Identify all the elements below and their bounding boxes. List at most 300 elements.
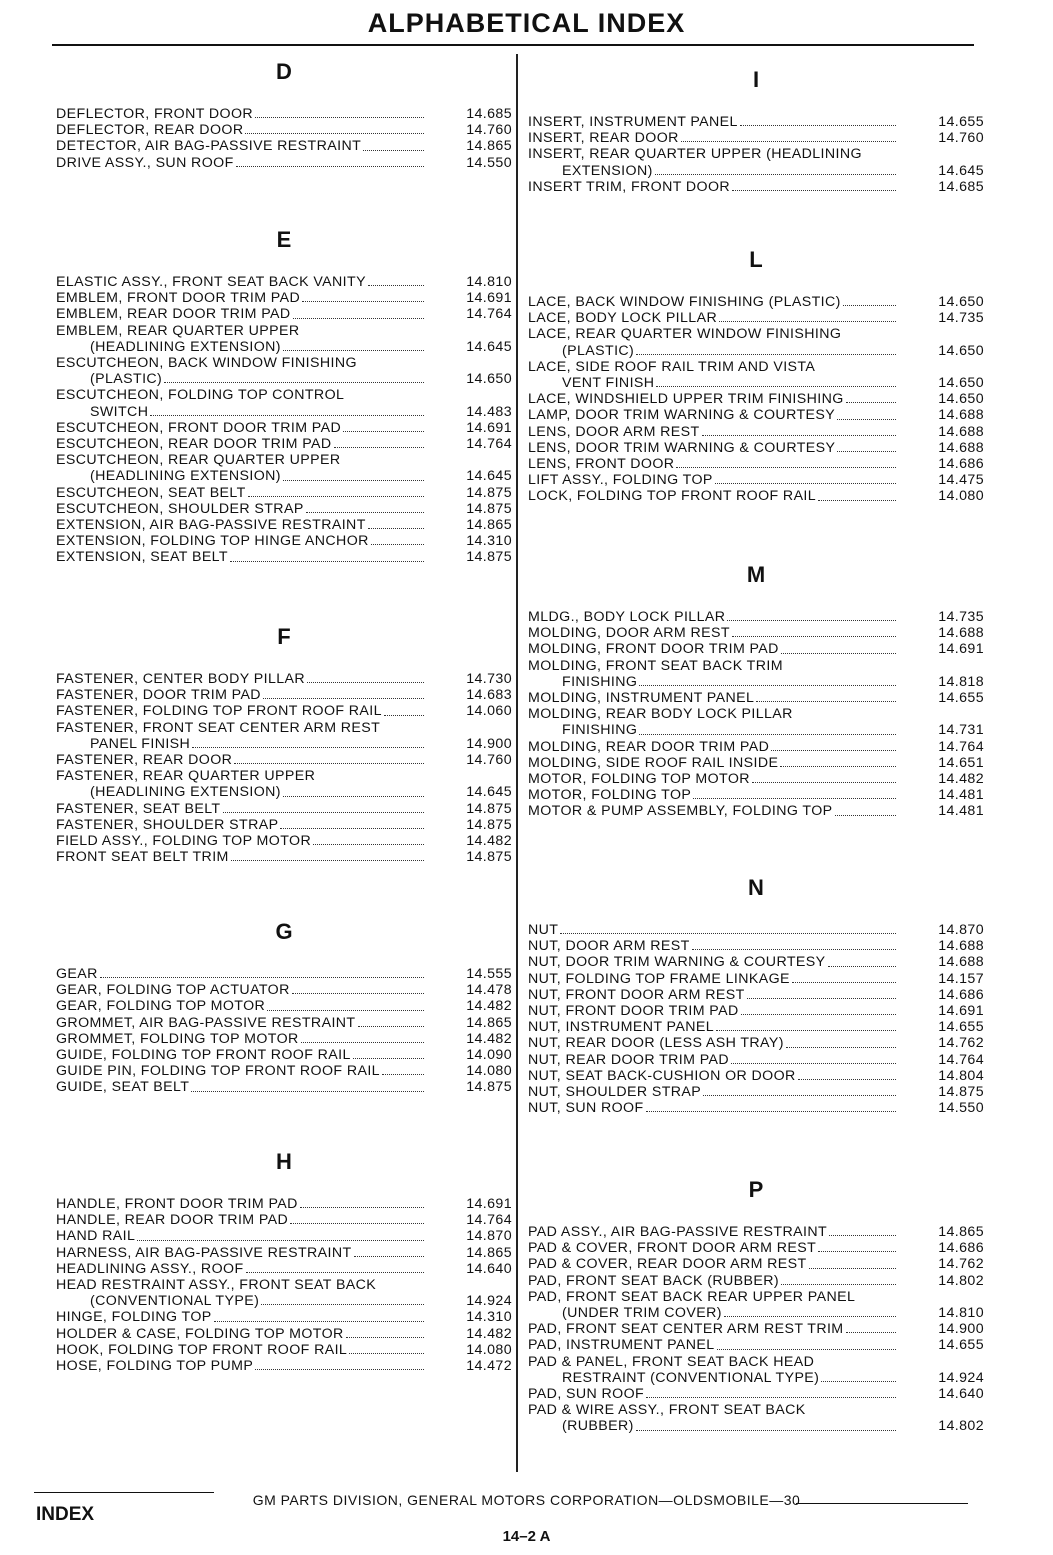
- footer-publisher: GM PARTS DIVISION, GENERAL MOTORS CORPORATION—OLDSMOBILE—30: [252, 1492, 801, 1508]
- leader-dots: [835, 815, 896, 816]
- leader-dots: [302, 301, 424, 302]
- entry-name: EMBLEM, REAR DOOR TRIM PAD: [56, 306, 291, 323]
- entry-continuation: (PLASTIC): [562, 342, 635, 359]
- leader-dots: [818, 500, 896, 501]
- entry-page-ref: 14.645: [466, 784, 512, 801]
- leader-dots: [267, 1010, 424, 1011]
- entry-continuation: FINISHING: [562, 722, 638, 739]
- leader-dots: [236, 166, 424, 167]
- entry-name: GUIDE PIN, FOLDING TOP FRONT ROOF RAIL: [56, 1063, 380, 1080]
- leader-dots: [384, 715, 424, 716]
- leader-dots: [756, 701, 896, 702]
- entry-name: MOLDING, DOOR ARM REST: [528, 625, 730, 642]
- index-entry: [528, 1354, 984, 1386]
- entry-page-ref: 14.060: [466, 703, 512, 720]
- entry-name: ESCUTCHEON, REAR DOOR TRIM PAD: [56, 436, 332, 453]
- leader-dots: [676, 467, 896, 468]
- index-entry: [528, 971, 984, 987]
- entry-page-ref: 14.875: [466, 800, 512, 817]
- entry-name: LACE, REAR QUARTER WINDOW FINISHING: [528, 326, 842, 343]
- leader-dots: [231, 860, 424, 861]
- entry-page-ref: 14.924: [938, 1369, 984, 1386]
- leader-dots: [560, 933, 896, 934]
- index-entry: [56, 1063, 512, 1079]
- index-entry: [56, 801, 512, 817]
- entry-page-ref: 14.762: [938, 1256, 984, 1273]
- leader-dots: [786, 1047, 896, 1048]
- section-letter: G: [275, 919, 293, 944]
- entry-name: FASTENER, REAR QUARTER UPPER: [56, 768, 316, 785]
- index-entry: [56, 138, 512, 154]
- index-entry: [528, 609, 984, 625]
- leader-dots: [245, 133, 424, 134]
- leader-dots: [809, 1268, 896, 1269]
- leader-dots: [781, 653, 896, 654]
- index-entry: [528, 755, 984, 771]
- entry-page-ref: 14.924: [466, 1293, 512, 1310]
- entry-page-ref: 14.645: [466, 468, 512, 485]
- index-entry: [56, 1015, 512, 1031]
- index-entry: [56, 517, 512, 533]
- entry-page-ref: 14.688: [938, 954, 984, 971]
- index-section: [56, 916, 512, 1096]
- entry-continuation: (PLASTIC): [90, 371, 163, 388]
- leader-dots: [639, 734, 896, 735]
- entry-page-ref: 14.686: [938, 1240, 984, 1257]
- page-number: 14–2 A: [502, 1528, 551, 1545]
- entry-name: PAD & COVER, REAR DOOR ARM REST: [528, 1256, 807, 1273]
- entry-name: FASTENER, SHOULDER STRAP: [56, 816, 279, 833]
- leader-dots: [693, 798, 896, 799]
- leader-dots: [300, 1207, 424, 1208]
- index-entry: [56, 1358, 512, 1374]
- entry-name: FIELD ASSY., FOLDING TOP MOTOR: [56, 833, 312, 850]
- entry-page-ref: 14.481: [938, 803, 984, 820]
- index-entry: [528, 310, 984, 326]
- index-entry: [528, 130, 984, 146]
- index-section: [528, 559, 984, 820]
- leader-dots: [655, 174, 896, 175]
- entry-name: LENS, DOOR ARM REST: [528, 423, 700, 440]
- entry-name: ESCUTCHEON, SEAT BELT: [56, 484, 246, 501]
- index-entry: [528, 1224, 984, 1240]
- entry-page-ref: 14.760: [938, 130, 984, 147]
- entry-name: NUT, FRONT DOOR ARM REST: [528, 986, 745, 1003]
- entry-page-ref: 14.691: [466, 290, 512, 307]
- entry-page-ref: 14.482: [466, 833, 512, 850]
- index-entry: [56, 1212, 512, 1228]
- entry-page-ref: 14.865: [466, 517, 512, 534]
- leader-dots: [306, 512, 424, 513]
- index-entry: [528, 1068, 984, 1084]
- leader-dots: [818, 1251, 896, 1252]
- index-entry: [56, 306, 512, 322]
- leader-dots: [371, 544, 424, 545]
- leader-dots: [702, 435, 896, 436]
- entry-name: HOOK, FOLDING TOP FRONT ROOF RAIL: [56, 1341, 348, 1358]
- entry-name: NUT, INSTRUMENT PANEL: [528, 1019, 715, 1036]
- footer-rule-right: [796, 1503, 968, 1504]
- entry-name: FASTENER, REAR DOOR: [56, 752, 233, 769]
- leader-dots: [313, 844, 424, 845]
- entry-name: LENS, FRONT DOOR: [528, 456, 675, 473]
- index-entry: [56, 849, 512, 865]
- entry-name: NUT, SUN ROOF: [528, 1100, 644, 1117]
- entry-name: NUT, DOOR TRIM WARNING & COURTESY: [528, 954, 826, 971]
- entry-page-ref: 14.555: [466, 966, 512, 982]
- leader-dots: [837, 451, 896, 452]
- leader-dots: [771, 750, 896, 751]
- entry-name: MOLDING, INSTRUMENT PANEL: [528, 690, 755, 707]
- entry-page-ref: 14.760: [466, 122, 512, 139]
- leader-dots: [717, 1349, 896, 1350]
- leader-dots: [837, 419, 896, 420]
- entry-continuation: (HEADLINING EXTENSION): [90, 784, 281, 801]
- entry-page-ref: 14.650: [938, 391, 984, 408]
- entry-page-ref: 14.865: [938, 1224, 984, 1240]
- index-entry: [528, 1052, 984, 1068]
- entry-page-ref: 14.550: [466, 154, 512, 171]
- index-entry: [56, 549, 512, 565]
- entry-continuation: FINISHING: [562, 673, 638, 690]
- index-entry: [56, 982, 512, 998]
- entry-page-ref: 14.651: [938, 754, 984, 771]
- entry-name: LENS, DOOR TRIM WARNING & COURTESY: [528, 439, 836, 456]
- index-entry: [528, 1402, 984, 1434]
- entry-page-ref: 14.875: [466, 500, 512, 517]
- leader-dots: [214, 1321, 424, 1322]
- entry-page-ref: 14.650: [938, 294, 984, 310]
- entry-page-ref: 14.875: [466, 1079, 512, 1096]
- index-entry: [56, 1047, 512, 1063]
- index-entry: [528, 326, 984, 358]
- section-letter: I: [752, 67, 760, 92]
- entry-page-ref: 14.870: [466, 1228, 512, 1245]
- entry-page-ref: 14.655: [938, 114, 984, 130]
- entry-name: ESCUTCHEON, REAR QUARTER UPPER: [56, 452, 341, 469]
- entry-page-ref: 14.730: [466, 671, 512, 687]
- leader-dots: [731, 1063, 896, 1064]
- entry-page-ref: 14.764: [466, 306, 512, 323]
- section-label: INDEX: [36, 1504, 95, 1525]
- index-entry: [56, 436, 512, 452]
- leader-dots: [636, 354, 896, 355]
- index-entry: [56, 703, 512, 719]
- leader-dots: [646, 1111, 896, 1112]
- entry-continuation: (UNDER TRIM COVER): [562, 1305, 722, 1322]
- leader-dots: [349, 1353, 424, 1354]
- entry-name: MOTOR, FOLDING TOP: [528, 787, 692, 804]
- leader-dots: [234, 763, 424, 764]
- section-letter: N: [748, 875, 764, 900]
- leader-dots: [732, 190, 896, 191]
- index-entry: [56, 155, 512, 171]
- entry-page-ref: 14.691: [938, 641, 984, 658]
- entry-page-ref: 14.686: [938, 456, 984, 473]
- leader-dots: [846, 402, 896, 403]
- entry-name: EXTENSION, SEAT BELT: [56, 549, 228, 566]
- leader-dots: [843, 305, 896, 306]
- index-entry: [528, 1035, 984, 1051]
- entry-name: FASTENER, SEAT BELT: [56, 800, 221, 817]
- index-entry: [56, 387, 512, 419]
- leader-dots: [741, 1014, 896, 1015]
- entry-name: HINGE, FOLDING TOP: [56, 1309, 212, 1326]
- index-section: [56, 1146, 512, 1374]
- leader-dots: [358, 1026, 425, 1027]
- entry-name: PAD, FRONT SEAT CENTER ARM REST TRIM: [528, 1321, 844, 1338]
- entry-name: DRIVE ASSY., SUN ROOF: [56, 154, 234, 171]
- leader-dots: [703, 1095, 896, 1096]
- leader-dots: [747, 998, 896, 999]
- index-entry: [56, 671, 512, 687]
- leader-dots: [681, 141, 896, 142]
- entry-page-ref: 14.688: [938, 439, 984, 456]
- section-letter: E: [276, 227, 292, 252]
- leader-dots: [828, 966, 897, 967]
- entry-page-ref: 14.691: [938, 1003, 984, 1020]
- entry-page-ref: 14.640: [938, 1386, 984, 1403]
- leader-dots: [192, 747, 424, 748]
- entry-name: LACE, SIDE ROOF RAIL TRIM AND VISTA: [528, 358, 816, 375]
- entry-name: ESCUTCHEON, SHOULDER STRAP: [56, 500, 304, 517]
- entry-name: HOLDER & CASE, FOLDING TOP MOTOR: [56, 1325, 344, 1342]
- entry-name: INSERT, REAR DOOR: [528, 130, 679, 147]
- entry-name: LOCK, FOLDING TOP FRONT ROOF RAIL: [528, 488, 817, 505]
- index-section: [528, 244, 984, 505]
- entry-page-ref: 14.157: [938, 970, 984, 987]
- entry-page-ref: 14.875: [466, 549, 512, 566]
- entry-page-ref: 14.650: [938, 342, 984, 359]
- entry-page-ref: 14.810: [938, 1305, 984, 1322]
- leader-dots: [821, 1381, 896, 1382]
- leader-dots: [363, 150, 424, 151]
- leader-dots: [646, 1397, 896, 1398]
- leader-dots: [829, 1235, 896, 1236]
- entry-page-ref: 14.685: [938, 178, 984, 195]
- index-entry: [56, 768, 512, 800]
- leader-dots: [368, 528, 424, 529]
- index-entry: [56, 1277, 512, 1309]
- leader-dots: [353, 1058, 424, 1059]
- index-entry: [528, 359, 984, 391]
- section-letter: L: [749, 247, 763, 272]
- index-entry: [56, 533, 512, 549]
- index-entry: [528, 1321, 984, 1337]
- entry-name: EMBLEM, REAR QUARTER UPPER: [56, 322, 300, 339]
- title-rule: [52, 44, 974, 46]
- index-entry: [56, 1079, 512, 1095]
- entry-name: MOLDING, FRONT DOOR TRIM PAD: [528, 641, 779, 658]
- entry-name: HEAD RESTRAINT ASSY., FRONT SEAT BACK: [56, 1277, 377, 1294]
- leader-dots: [692, 949, 896, 950]
- entry-name: MOLDING, FRONT SEAT BACK TRIM: [528, 657, 783, 674]
- entry-continuation: (HEADLINING EXTENSION): [90, 338, 281, 355]
- entry-page-ref: 14.875: [938, 1084, 984, 1101]
- entry-page-ref: 14.655: [938, 1337, 984, 1354]
- entry-page-ref: 14.900: [938, 1321, 984, 1338]
- entry-page-ref: 14.870: [938, 922, 984, 938]
- index-entry: [56, 485, 512, 501]
- entry-name: LACE, BACK WINDOW FINISHING (PLASTIC): [528, 294, 841, 310]
- leader-dots: [223, 812, 425, 813]
- leader-dots: [715, 483, 896, 484]
- entry-name: ESCUTCHEON, BACK WINDOW FINISHING: [56, 355, 357, 372]
- entry-name: EXTENSION, FOLDING TOP HINGE ANCHOR: [56, 533, 369, 550]
- entry-page-ref: 14.735: [938, 310, 984, 327]
- entry-page-ref: 14.760: [466, 752, 512, 769]
- page-title: ALPHABETICAL INDEX: [367, 8, 686, 38]
- entry-name: NUT, REAR DOOR TRIM PAD: [528, 1051, 730, 1068]
- leader-dots: [137, 1240, 424, 1241]
- entry-page-ref: 14.640: [466, 1260, 512, 1277]
- entry-page-ref: 14.764: [466, 436, 512, 453]
- entry-page-ref: 14.691: [466, 1196, 512, 1212]
- index-entry: [528, 658, 984, 690]
- entry-name: MOTOR & PUMP ASSEMBLY, FOLDING TOP: [528, 803, 833, 820]
- entry-name: DETECTOR, AIR BAG-PASSIVE RESTRAINT: [56, 138, 362, 155]
- leader-dots: [343, 431, 424, 432]
- entry-continuation: SWITCH: [90, 403, 149, 420]
- index-entry: [56, 1031, 512, 1047]
- index-entry: [528, 787, 984, 803]
- entry-name: NUT, REAR DOOR (LESS ASH TRAY): [528, 1035, 784, 1052]
- entry-name: NUT, DOOR ARM REST: [528, 938, 690, 955]
- section-letter: F: [277, 624, 291, 649]
- entry-page-ref: 14.764: [938, 1051, 984, 1068]
- index-entry: [56, 1261, 512, 1277]
- index-entry: [528, 771, 984, 787]
- index-entry: [528, 424, 984, 440]
- leader-dots: [346, 1337, 424, 1338]
- index-entry: [56, 752, 512, 768]
- entry-page-ref: 14.865: [466, 1244, 512, 1261]
- leader-dots: [301, 1042, 424, 1043]
- entry-name: FASTENER, FRONT SEAT CENTER ARM REST: [56, 719, 381, 736]
- entry-page-ref: 14.688: [938, 625, 984, 642]
- entry-page-ref: 14.688: [938, 423, 984, 440]
- index-entry: [528, 954, 984, 970]
- entry-page-ref: 14.482: [466, 1030, 512, 1047]
- entry-name: HARNESS, AIR BAG-PASSIVE RESTRAINT: [56, 1244, 352, 1261]
- leader-dots: [191, 1091, 424, 1092]
- leader-dots: [280, 828, 424, 829]
- section-letter: M: [746, 562, 766, 587]
- leader-dots: [248, 496, 424, 497]
- entry-name: MOLDING, REAR BODY LOCK PILLAR: [528, 706, 793, 723]
- index-entry: [56, 1245, 512, 1261]
- entry-name: LIFT ASSY., FOLDING TOP: [528, 472, 713, 489]
- leader-dots: [724, 1316, 896, 1317]
- entry-page-ref: 14.810: [466, 274, 512, 290]
- entry-name: MOLDING, SIDE ROOF RAIL INSIDE: [528, 754, 779, 771]
- leader-dots: [781, 1284, 896, 1285]
- entry-page-ref: 14.685: [466, 106, 512, 122]
- leader-dots: [283, 350, 424, 351]
- entry-name: LACE, WINDSHIELD UPPER TRIM FINISHING: [528, 391, 844, 408]
- entry-page-ref: 14.875: [466, 484, 512, 501]
- entry-page-ref: 14.482: [938, 771, 984, 788]
- section-letter: P: [748, 1177, 764, 1202]
- entry-page-ref: 14.735: [938, 609, 984, 625]
- index-section: [528, 1174, 984, 1435]
- entry-page-ref: 14.483: [466, 403, 512, 420]
- entry-name: PAD & PANEL, FRONT SEAT BACK HEAD: [528, 1353, 815, 1370]
- leader-dots: [293, 318, 424, 319]
- leader-dots: [716, 1030, 896, 1031]
- index-entry: [56, 290, 512, 306]
- leader-dots: [798, 1079, 896, 1080]
- entry-name: DEFLECTOR, FRONT DOOR: [56, 106, 254, 122]
- entry-name: PAD & WIRE ASSY., FRONT SEAT BACK: [528, 1402, 806, 1419]
- index-entry: [56, 1326, 512, 1342]
- entry-name: ELASTIC ASSY., FRONT SEAT BACK VANITY: [56, 274, 366, 290]
- leader-dots: [246, 1272, 424, 1273]
- index-entry: [56, 687, 512, 703]
- index-section: [528, 872, 984, 1116]
- entry-page-ref: 14.080: [938, 488, 984, 505]
- index-entry: [56, 966, 512, 982]
- leader-dots: [354, 1256, 424, 1257]
- leader-dots: [639, 685, 896, 686]
- index-entry: [528, 739, 984, 755]
- entry-continuation: (CONVENTIONAL TYPE): [90, 1293, 260, 1310]
- entry-page-ref: 14.472: [466, 1358, 512, 1375]
- entry-page-ref: 14.764: [466, 1212, 512, 1229]
- leader-dots: [230, 561, 424, 562]
- entry-page-ref: 14.655: [938, 1019, 984, 1036]
- entry-name: NUT, FOLDING TOP FRAME LINKAGE: [528, 970, 790, 987]
- index-entry: [56, 452, 512, 484]
- entry-name: GEAR, FOLDING TOP ACTUATOR: [56, 982, 290, 999]
- index-entry: [56, 323, 512, 355]
- leader-dots: [283, 796, 424, 797]
- entry-name: INSERT, INSTRUMENT PANEL: [528, 114, 738, 130]
- index-entry: [528, 294, 984, 310]
- index-entry: [528, 1240, 984, 1256]
- entry-name: GROMMET, FOLDING TOP MOTOR: [56, 1030, 299, 1047]
- leader-dots: [368, 285, 424, 286]
- entry-name: FASTENER, CENTER BODY PILLAR: [56, 671, 306, 687]
- entry-name: PAD, FRONT SEAT BACK REAR UPPER PANEL: [528, 1288, 856, 1305]
- index-entry: [528, 922, 984, 938]
- index-entry: [528, 456, 984, 472]
- leader-dots: [261, 1304, 424, 1305]
- entry-name: HANDLE, REAR DOOR TRIM PAD: [56, 1212, 289, 1229]
- index-entry: [528, 1289, 984, 1321]
- index-entry: [56, 420, 512, 436]
- entry-continuation: VENT FINISH: [562, 375, 655, 392]
- leader-dots: [792, 982, 896, 983]
- entry-page-ref: 14.655: [938, 690, 984, 707]
- entry-page-ref: 14.481: [938, 787, 984, 804]
- entry-page-ref: 14.804: [938, 1067, 984, 1084]
- index-entry: [528, 1273, 984, 1289]
- index-entry: [56, 833, 512, 849]
- entry-name: MOTOR, FOLDING TOP MOTOR: [528, 771, 750, 788]
- index-entry: [528, 1003, 984, 1019]
- entry-name: ESCUTCHEON, FOLDING TOP CONTROL: [56, 387, 345, 404]
- index-entry: [528, 803, 984, 819]
- entry-page-ref: 14.818: [938, 673, 984, 690]
- index-entry: [56, 501, 512, 517]
- leader-dots: [100, 977, 424, 978]
- entry-name: GUIDE, FOLDING TOP FRONT ROOF RAIL: [56, 1047, 351, 1064]
- entry-name: LAMP, DOOR TRIM WARNING & COURTESY: [528, 407, 836, 424]
- entry-continuation: (HEADLINING EXTENSION): [90, 468, 281, 485]
- leader-dots: [846, 1332, 896, 1333]
- entry-page-ref: 14.478: [466, 982, 512, 999]
